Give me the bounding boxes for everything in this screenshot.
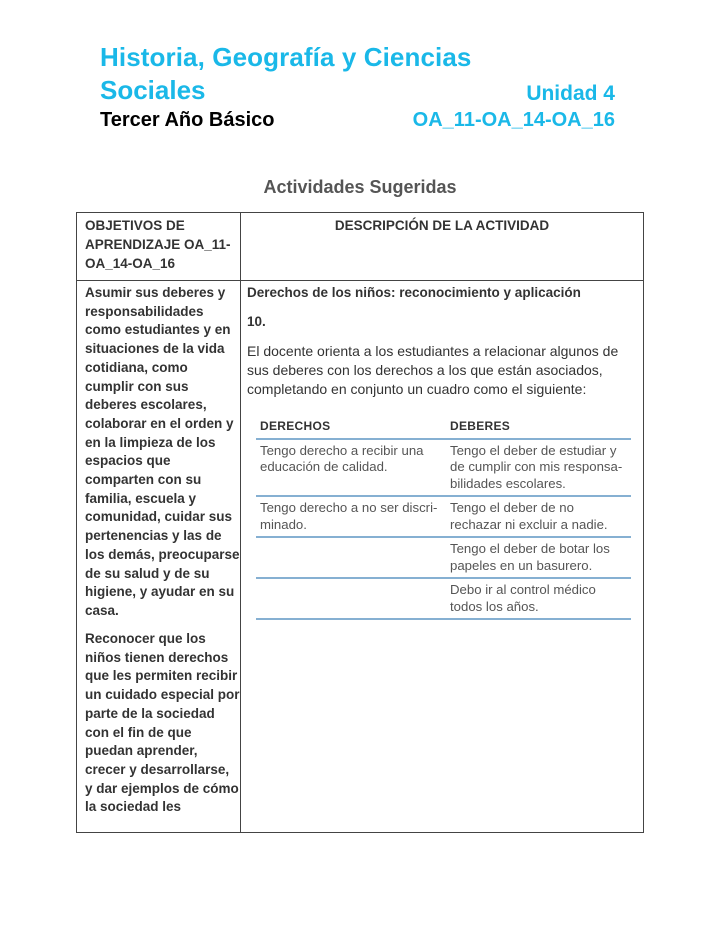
subject-title-line2: Sociales xyxy=(100,75,206,105)
header-row-divider xyxy=(77,280,643,281)
objective-text: Reconocer que los niños tienen derechos que les permiten recibir un cuidado especial por parte de la sociedad con el fin de que puedan aprender, crecer y desarrollarse, y dar ejemplos de cómo la sociedad les xyxy=(85,631,240,815)
duty-cell: Tengo el deber de botar los papeles en un basurero. xyxy=(450,541,610,573)
objective-text: Asumir sus deberes y responsabilidades como estudiantes y en situaciones de la vida cotidiana, como cumplir con sus deberes escolares, colaborar en el orden y en la limpieza de los espacios que comparten con su familia, escuela y comunidad, cuidar sus pertenencias y las de los demás, preocuparse de su salud y de su higiene, y ayudar en su casa. xyxy=(85,285,240,618)
oa-codes-label: OA_11-OA_14-OA_16 xyxy=(412,109,615,131)
rights-duties-table xyxy=(256,416,631,620)
subject-title-line1: Historia, Geografía y Ciencias xyxy=(100,42,472,72)
table-row xyxy=(256,440,631,498)
table-row xyxy=(256,538,631,579)
grade-label: Tercer Año Básico xyxy=(100,109,275,131)
unit-label: Unidad 4 xyxy=(526,82,615,105)
duty-cell: Debo ir al control médico todos los años. xyxy=(450,582,596,614)
rights-column-header: DERECHOS xyxy=(260,419,331,433)
right-cell xyxy=(256,541,446,574)
right-cell xyxy=(256,582,446,615)
duties-column-header: DEBERES xyxy=(450,419,511,433)
right-cell: Tengo derecho a recibir una educación de calidad. xyxy=(260,442,424,474)
section-title: Actividades Sugeridas xyxy=(263,177,457,197)
activity-title: Derechos de los niños: reconocimiento y aplicación xyxy=(247,285,581,300)
rights-duties-header-row xyxy=(256,416,631,440)
activity-number: 10. xyxy=(247,314,266,329)
activities-table xyxy=(76,212,644,833)
right-cell: Tengo derecho a no ser discri-minado. xyxy=(260,500,438,532)
duty-cell: Tengo el deber de estudiar y de cumplir con mis responsa-bilidades escolares. xyxy=(450,442,623,491)
table-row xyxy=(256,579,631,620)
table-row xyxy=(256,497,631,538)
duty-cell: Tengo el deber de no rechazar ni excluir a nadie. xyxy=(450,500,608,532)
description-header: DESCRIPCIÓN DE LA ACTIVIDAD xyxy=(334,218,550,233)
objectives-header: OBJETIVOS DE APRENDIZAJE OA_11-OA_14-OA_16 xyxy=(85,218,231,271)
activity-description: El docente orienta a los estudiantes a relacionar algunos de sus deberes con los derechos a los que están asociados, completando en conjunto un cuadro como el siguiente: xyxy=(247,343,619,397)
